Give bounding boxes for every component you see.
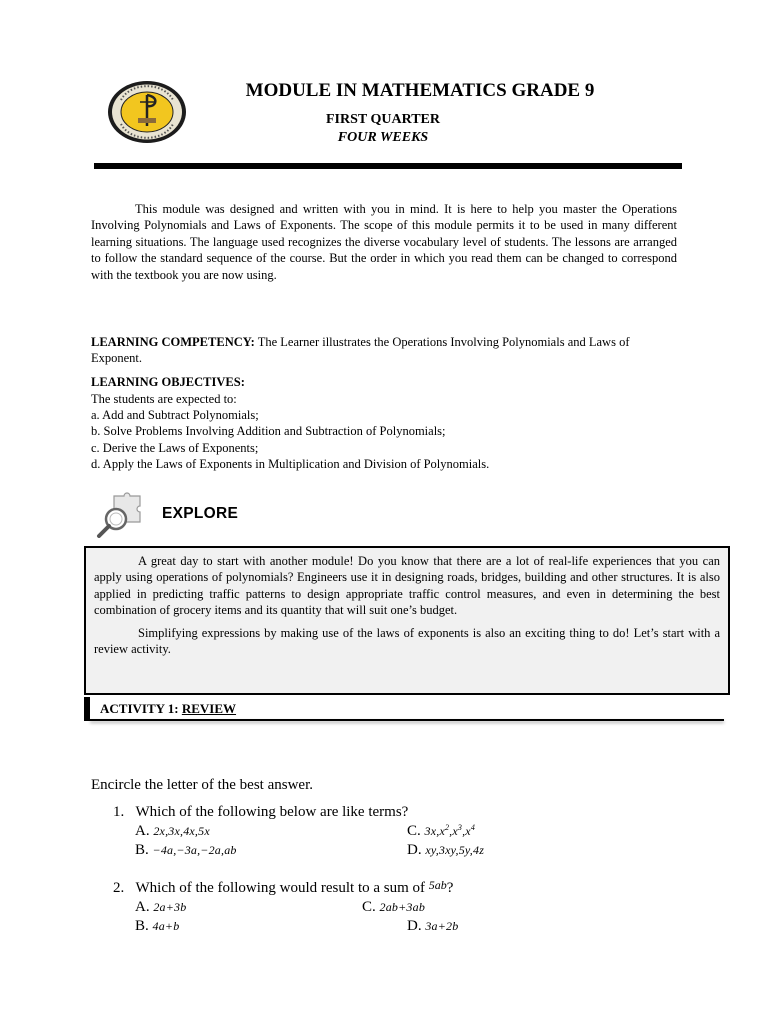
objectives-heading: LEARNING OBJECTIVES: xyxy=(91,375,245,389)
option-letter: B. xyxy=(135,918,149,934)
explore-box xyxy=(84,546,730,695)
option-expression: 3a+2b xyxy=(425,919,459,933)
option-b[interactable] xyxy=(135,842,237,859)
competency-text: The Learner illustrates the Operations Involving Polynomials and Laws of Exponent. xyxy=(91,335,630,366)
option-c[interactable] xyxy=(407,823,475,840)
question-text: Which of the following below are like terms? xyxy=(135,804,409,820)
activity-title xyxy=(100,701,236,717)
option-a[interactable] xyxy=(135,823,210,840)
option-expression: 2x,3x,4x,5x xyxy=(153,824,210,838)
option-d[interactable] xyxy=(407,842,484,859)
option-letter: B. xyxy=(135,842,149,858)
option-expression: 4a+b xyxy=(152,919,180,933)
objective-item: a. Add and Subtract Polynomials; xyxy=(91,408,259,423)
objective-item: d. Apply the Laws of Exponents in Multiplication and Division of Polynomials. xyxy=(91,456,490,471)
option-letter: C. xyxy=(407,823,421,839)
puzzle-magnifier-icon xyxy=(94,492,150,538)
duration-label: FOUR WEEKS xyxy=(337,130,429,145)
question-text: Which of the following would result to a sum of xyxy=(135,880,429,896)
question-1 xyxy=(113,804,408,821)
objectives-lead: The students are expected to: xyxy=(91,392,237,406)
competency-label: LEARNING COMPETENCY: xyxy=(91,335,255,349)
objective-item: c. Derive the Laws of Exponents; xyxy=(91,440,259,455)
question-inline-expression: 5ab xyxy=(428,878,447,892)
explore-paragraph: A great day to start with another module! Do you know that there are a lot of real-life experiences that you can apply using operations of polynomials? Engineers use it in designing roads, bridges, building and other structures. It is also applied in predicting traffic patterns to design appropriate traffic control measures, and even in determining the best combination of grocery items and its quantity that will suit one’s budget. xyxy=(94,554,720,618)
option-expression: 2ab+3ab xyxy=(379,900,426,914)
option-letter: A. xyxy=(135,823,150,839)
activity-accent-bar xyxy=(84,697,90,721)
explore-label: EXPLORE xyxy=(162,505,239,522)
activity-name: REVIEW xyxy=(181,701,237,716)
instruction-text: Encircle the letter of the best answer. xyxy=(91,777,313,793)
intro-paragraph: This module was designed and written with you in mind. It is here to help you master the Operations Involving Polynomials and Laws of Exponents. The scope of this module permits it to be used in many different learning situations. The language used recognizes the diverse vocabulary level of students. The lessons are arranged to follow the standard sequence of the course. But the order in which you read them can be changed to correspond with the textbook you are now using. xyxy=(91,202,677,282)
objectives-list xyxy=(91,391,691,472)
option-expression: xy,3xy,5y,4z xyxy=(425,843,485,857)
option-letter: D. xyxy=(407,842,422,858)
option-expression: −4a,−3a,−2a,ab xyxy=(152,843,237,857)
option-expression: $3x,x^2,x^3,x^4$ xyxy=(424,823,476,838)
question-2: 2. Which of the following would result to a sum of $^{5ab}$? xyxy=(113,878,454,896)
activity-underline xyxy=(90,719,724,721)
explore-paragraph: Simplifying expressions by making use of the laws of exponents is also an exciting thing to do! Let’s start with a review activity. xyxy=(94,625,720,657)
option-letter: D. xyxy=(407,918,422,934)
header-divider xyxy=(94,163,682,169)
option-d[interactable] xyxy=(407,918,458,935)
question-number: 2. xyxy=(113,880,125,896)
page-title: MODULE IN MATHEMATICS GRADE 9 xyxy=(245,80,595,101)
option-a[interactable] xyxy=(135,899,186,916)
activity-label: ACTIVITY 1: xyxy=(100,701,182,716)
option-b[interactable] xyxy=(135,918,179,935)
objective-item: b. Solve Problems Involving Addition and Subtraction of Polynomials; xyxy=(91,424,446,439)
option-c[interactable] xyxy=(362,899,425,916)
option-letter: A. xyxy=(135,899,150,915)
option-letter: C. xyxy=(362,899,376,915)
quarter-label: FIRST QUARTER xyxy=(326,112,440,127)
learning-competency xyxy=(91,334,677,367)
question-number: 1. xyxy=(113,804,125,820)
option-expression: 2a+3b xyxy=(153,900,187,914)
